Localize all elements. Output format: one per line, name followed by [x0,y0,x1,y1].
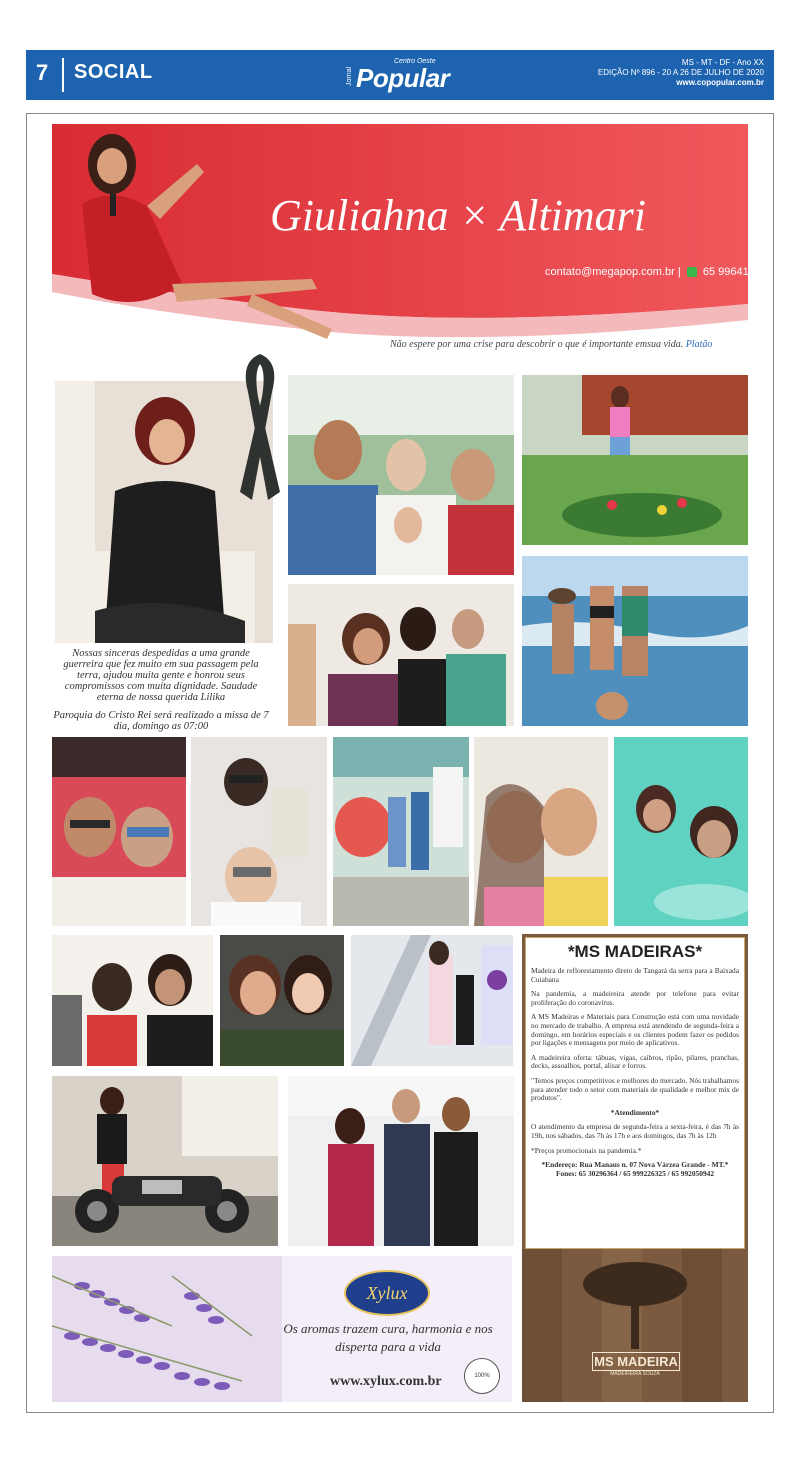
quote-author: Platão [685,339,713,350]
column-title: Giuliahna × Altimari [270,191,647,240]
photo-event-group [52,935,213,1066]
logo-popular-text: Popular [356,63,450,93]
ms-brand-logo: MS MADEIRA [592,1352,680,1371]
ms-p2: Na pandemia, a madeireira atende por telefone para evitar proliferação do coronavírus. [531,989,739,1007]
photo-amusement-park [333,737,469,926]
edition-number: EDIÇÃO Nº 896 - 20 A 26 DE JULHO DE 2020 [597,68,764,77]
xylux-slogan: Os aromas trazem cura, harmonia e nos disperta para a vida [283,1321,493,1354]
contact-email[interactable]: contato@megapop.com.br [545,266,675,278]
ms-p6: *Atendimento* [610,1107,660,1117]
photo-office-trio [288,1076,514,1246]
ms-p3: A MS Madeiras e Materiais para Construção está com uma novidade no mercado de trabalho. A empresa está atendendo de segunda-feira a domingo, em horários especiais e os clientes podem fazer os pedidos por ligações e mensagens por meio de aplicativos. [531,1012,739,1048]
ms-brand-subtitle: MADEIREIRA SOUZA [610,1371,660,1377]
xylux-logo[interactable]: Xylux [344,1270,430,1316]
whatsapp-icon [687,267,697,277]
ms-p4: A madeireira oferta: tábuas, vigas, caibros, ripão, pilares, pranchas, decks, assoalhos, portal, alisar e forros. [531,1052,739,1071]
tribute-caption [52,648,270,739]
banner-graphic [52,124,748,359]
tribute-mass: Paroquia do Cristo Rei será realizado a missa de 7 dia, domingo as 07:00 [53,710,269,732]
edition-info [598,58,764,88]
ms-p5: "Temos preços competitivos e melhores do mercado. Nós trabalhamos para atender todo o setor com materiais de qualidade e melhor mix de produtos". [531,1075,739,1103]
contact-phone[interactable]: 65 996410281 [702,266,774,278]
page-number: 7 [36,60,49,85]
photo-escalator [351,935,513,1066]
photo-hug-selfie [474,737,608,926]
ms-text-box [525,937,745,1249]
ms-title: *MS MADEIRAS* [567,942,703,961]
ms-address: *Endereço: Rua Manaus n. 07 Nova Várzea Grande - MT.* Fones: 65 30296364 / 65 999226325 / 65 992050942 [541,1160,729,1178]
mourning-ribbon-icon [232,352,288,502]
photo-sunglasses-duo [52,737,186,926]
ad-ms-madeiras[interactable] [522,934,748,1402]
edition-region: MS - MT - DF - Ano XX [681,58,764,67]
photo-family-selfie [288,375,514,575]
photo-group-selfie [288,584,514,726]
logo-jornal-text: Jornal [346,66,353,86]
logo-centro-oeste-text: Centro Oeste [394,58,436,65]
section-title: SOCIAL [74,61,153,83]
xylux-url[interactable]: www.xylux.com.br [330,1374,442,1389]
photo-two-smiling [220,935,344,1066]
ms-p8: *Preços promocionais na pandemia.* [531,1145,642,1155]
photo-pool [614,737,748,926]
header-bar [26,50,774,100]
quote-text: Não espere por uma crise para descobrir o que é importante emsua vida. [390,339,684,350]
photo-garden [522,375,748,545]
photo-motorcycle [52,1076,278,1246]
quote [390,339,712,350]
ms-p1: Madeira de reflorestamento direto de Tangará da serra para a Baixada Cuiabana [531,966,739,984]
column-banner [52,124,748,359]
column-contact: contato@megapop.com.br | 65 996410281 [545,266,774,278]
ms-p7: O atendimento da empresa de segunda-feira a sexta-feira, é das 7h às 19h, nos sábados, das 7h às 17h e aos domingos, das 7h às 12h [531,1122,739,1140]
photo-beach [522,556,748,726]
xylux-quality-seal: 100% [464,1358,500,1394]
tribute-text: Nossas sinceras despedidas a uma grande guerreira que fez muito em sua passagem pela terra, ajudou muita gente e honrou seus compromissos com muita dignidade. Saudade eterna de nossa querida Lilika [63,648,259,703]
photo-mirror-selfie [191,737,327,926]
newspaper-logo[interactable] [346,58,466,92]
header-divider [62,58,64,92]
edition-website[interactable]: www.copopular.com.br [676,78,764,87]
